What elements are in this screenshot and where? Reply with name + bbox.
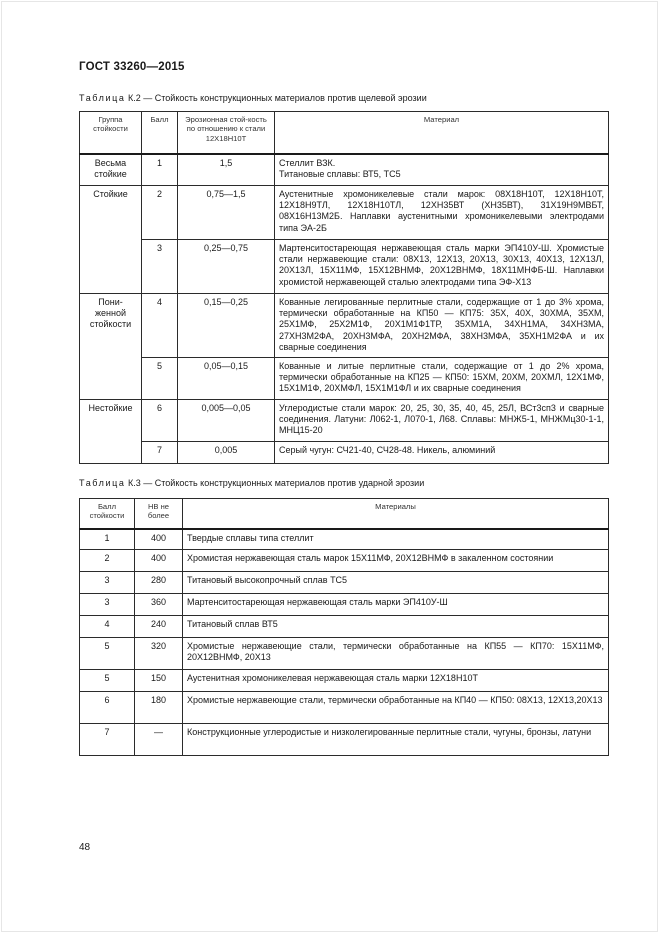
table-k2-header-material: Материал [275,112,609,154]
score-cell: 5 [142,358,178,400]
hb-cell: — [135,724,183,756]
table-row [80,724,609,756]
hb-cell: 240 [135,616,183,638]
material-cell: Хромистая нержавеющая сталь марок 15Х11МФ, 20Х12ВНМФ в закаленном состоянии [183,550,609,572]
group-cell: Пони-женной стойкости [80,294,142,400]
material-cell: Мартенситостареющая нержавеющая сталь марки ЭП410У-Ш. Хромистые стали нержавеющие стали: 08Х13, 12Х13, 20Х13, 30Х13, 40Х13, 12Х13Л, 20Х13Л, 15Х11МФ, 15Х12ВНМФ, 20Х12ВНМФ, 18Х11МНФБ-Ш. Наплавки хромистой нержавеющей сталью электродами типа ЭФ-Х13 [275,240,609,294]
table-k2-label: Таблица [79,93,126,103]
score-cell: 4 [142,294,178,358]
group-cell: Стойкие [80,186,142,294]
material-cell: Мартенситостареющая нержавеющая сталь марки ЭП410У-Ш [183,594,609,616]
hb-cell: 280 [135,572,183,594]
table-row [80,692,609,724]
score-cell: 6 [80,692,135,724]
erosion-cell: 0,25—0,75 [178,240,275,294]
material-cell: Стеллит ВЗК. Титановые сплавы: ВТ5, ТС5 [275,154,609,186]
material-cell: Серый чугун: СЧ21-40, СЧ28-48. Никель, алюминий [275,442,609,464]
material-cell: Твердые сплавы типа стеллит [183,529,609,550]
score-cell: 3 [142,240,178,294]
hb-cell: 400 [135,550,183,572]
hb-cell: 180 [135,692,183,724]
table-k3-header-hb: НВ не более [135,499,183,529]
score-cell: 4 [80,616,135,638]
material-cell: Аустенитная хромоникелевая нержавеющая сталь марки 12Х18Н10Т [183,670,609,692]
score-cell: 5 [80,670,135,692]
score-cell: 6 [142,400,178,442]
table-k3-header-material: Материалы [183,499,609,529]
material-cell: Аустенитные хромоникелевые стали марок: 08Х18Н10Т, 12Х18Н10Т, 12Х18Н9ТЛ, 12Х18Н10ТЛ, 12ХН35ВТ (ХН35ВТ), 31Х19Н9МВБТ, 08Х16Н13М2Б. Наплавки аустенитными хромоникелевыми электродами типа ЭА-2Б [275,186,609,240]
table-k2-header-group: Группа стойкости [80,112,142,154]
table-row [80,550,609,572]
material-cell: Титановый высокопрочный сплав ТС5 [183,572,609,594]
material-cell: Конструкционные углеродистые и низколегированные перлитные стали, чугуны, бронзы, латуни [183,724,609,756]
table-k2-header-erosion: Эрозионная стой-кость по отношению к стали 12Х18Н10Т [178,112,275,154]
score-cell: 2 [80,550,135,572]
table-k3-header-score: Балл стойкости [80,499,135,529]
table-k3 [79,498,609,756]
table-row [80,529,609,550]
score-cell: 1 [142,154,178,186]
table-row [80,572,609,594]
material-cell: Титановый сплав ВТ5 [183,616,609,638]
erosion-cell: 0,75—1,5 [178,186,275,240]
table-row [80,240,609,294]
document-header: ГОСТ 33260—2015 [79,61,185,73]
group-cell: Весьма стойкие [80,154,142,186]
table-row [80,670,609,692]
erosion-cell: 0,15—0,25 [178,294,275,358]
material-cell: Углеродистые стали марок: 20, 25, 30, 35, 40, 45, 25Л, ВСт3сп3 и сварные соединения. Латуни: Л062-1, Л070-1, Л68. Сплавы: МНЖ5-1, МНЖМц30-1-1, МНЦ15-20 [275,400,609,442]
score-cell: 1 [80,529,135,550]
table-row [80,186,609,240]
material-cell: Кованные и литые перлитные стали, содержащие от 1 до 2% хрома, термически обработанные на КП25 — КП50: 15ХМ, 20ХМ, 20ХМЛ, 12Х1МФ, 15Х1М1Ф, 20ХМФЛ, 15Х1М1ФЛ и их сварные соединения [275,358,609,400]
table-k2-header-score: Балл [142,112,178,154]
hb-cell: 360 [135,594,183,616]
table-row [80,294,609,358]
erosion-cell: 0,05—0,15 [178,358,275,400]
table-row [80,616,609,638]
score-cell: 3 [80,594,135,616]
table-k3-label: Таблица [79,478,126,488]
page-number: 48 [79,842,91,853]
table-row [80,400,609,442]
erosion-cell: 0,005—0,05 [178,400,275,442]
score-cell: 7 [142,442,178,464]
material-cell: Хромистые нержавеющие стали, термически обработанные на КП40 — КП50: 08Х13, 12Х13,20Х13 [183,692,609,724]
table-row [80,638,609,670]
hb-cell: 400 [135,529,183,550]
score-cell: 2 [142,186,178,240]
hb-cell: 320 [135,638,183,670]
table-row [80,358,609,400]
score-cell: 3 [80,572,135,594]
table-k3-caption [79,478,424,488]
table-k3-caption-text: К.3 — Стойкость конструкционных материалов против ударной эрозии [128,478,425,488]
score-cell: 5 [80,638,135,670]
table-row [80,442,609,464]
table-k2-caption [79,93,427,103]
table-row [80,154,609,186]
erosion-cell: 1,5 [178,154,275,186]
material-cell: Кованные легированные перлитные стали, содержащие от 1 до 3% хрома, термически обработанные на КП50 — КП75: 35Х, 40Х, 30ХМА, 35ХМ, 25Х1МФ, 25Х2М1Ф, 20Х1М1Ф1ТР, 35ХМ1А, 34ХН1МА, 34ХН3МА, 27ХН3М2ФА, 20ХН3МФА, 20ХН2МФА, 38ХН3МФА, 35ХН1М2ФА и их сварные соединения [275,294,609,358]
hb-cell: 150 [135,670,183,692]
score-cell: 7 [80,724,135,756]
material-cell: Хромистые нержавеющие стали, термически обработанные на КП55 — КП70: 15Х11МФ, 20Х12ВНМФ, 20Х13 [183,638,609,670]
table-k2-caption-text: К.2 — Стойкость конструкционных материалов против щелевой эрозии [128,93,427,103]
group-cell: Нестойкие [80,400,142,464]
table-row [80,594,609,616]
table-k2 [79,111,609,464]
erosion-cell: 0,005 [178,442,275,464]
